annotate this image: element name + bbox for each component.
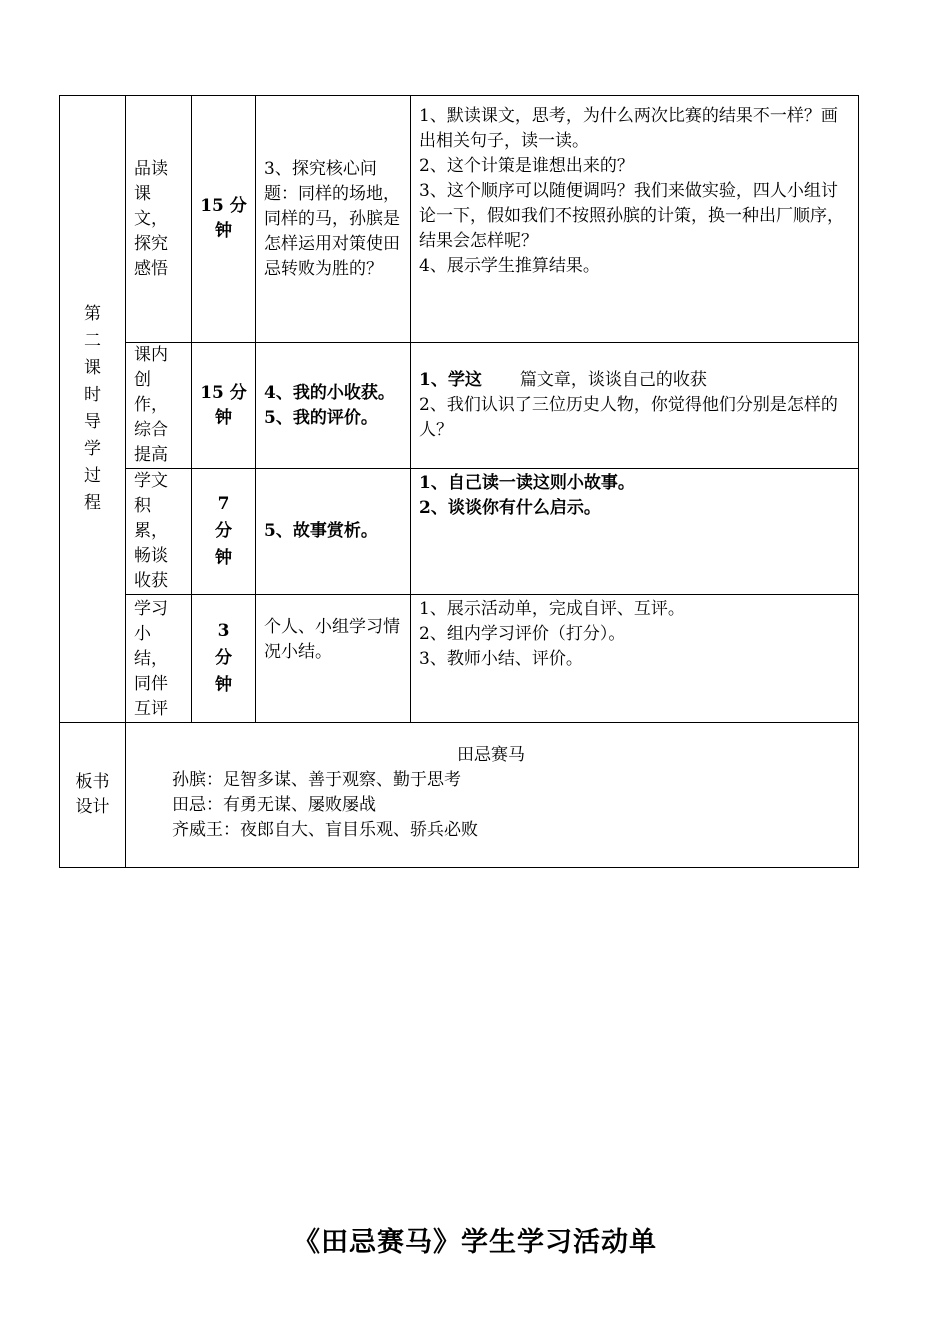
stage-label: 品读课文，探究感悟: [134, 158, 168, 279]
activity-item: 1、展示活动单，完成自评、互评。: [419, 599, 685, 619]
stage-label: 学习小结，同伴互评: [134, 599, 168, 719]
board-content-cell: [126, 723, 859, 868]
time-cell: [192, 469, 256, 595]
activity-item: 3、教师小结、评价。: [419, 649, 583, 669]
time-cell: [192, 595, 256, 723]
activity-item: 2、这个计策是谁想出来的？: [419, 156, 634, 176]
time-cell: [192, 343, 256, 469]
lesson-plan-table: [59, 95, 859, 868]
task-cell: [256, 595, 411, 723]
task-text: 5、故事赏析。: [264, 521, 378, 541]
activity-item: 2、谈谈你有什么启示。: [419, 498, 601, 518]
table-row: [60, 595, 859, 723]
table-row: [60, 469, 859, 595]
activity-item: 4、展示学生推算结果。: [419, 256, 600, 276]
board-label-cell: [60, 723, 126, 868]
task-cell: [256, 343, 411, 469]
time-cell: [192, 96, 256, 343]
section-label-cell: [60, 96, 126, 723]
board-title: 田忌赛马: [457, 745, 525, 765]
activity-cell: [411, 343, 859, 469]
task-cell: [256, 96, 411, 343]
board-line: 齐威王：夜郎自大、盲目乐观、骄兵必败: [172, 820, 478, 840]
stage-label: 学文积累，畅谈收获: [134, 471, 168, 591]
time-label: 15 分钟: [200, 382, 247, 428]
task-text: 3、探究核心问题：同样的场地，同样的马，孙膑是怎样运用对策使田忌转败为胜的？: [264, 158, 400, 279]
time-label: 15 分钟: [200, 196, 247, 241]
time-label: 3 分钟: [215, 621, 232, 695]
activity-item: [419, 368, 850, 393]
task-cell: [256, 469, 411, 595]
task-text: 5、我的评价。: [264, 407, 378, 428]
activity-item-part: 1、学这: [419, 370, 482, 390]
stage-cell: [126, 595, 192, 723]
task-text: 个人、小组学习情况小结。: [264, 617, 400, 662]
activity-item-part: 篇文章，谈谈自己的收获: [519, 370, 707, 390]
activity-item: 2、我们认识了三位历史人物，你觉得他们分别是怎样的人？: [419, 395, 838, 440]
board-line: 田忌：有勇无谋、屡败屡战: [172, 795, 376, 815]
time-label: 7 分钟: [215, 494, 232, 568]
section-label: 第二课时导学过程: [84, 304, 101, 513]
activity-item: 3、这个顺序可以随便调吗？我们来做实验，四人小组讨论一下，假如我们不按照孙膑的计策，换一种出厂顺序，结果会怎样呢？: [419, 181, 844, 251]
activity-item: 1、默读课文，思考，为什么两次比赛的结果不一样？画出相关句子，读一读。: [419, 106, 838, 151]
activity-cell: [411, 469, 859, 595]
activity-cell: [411, 595, 859, 723]
document-title: 《田忌赛马》学生学习活动单: [293, 1227, 657, 1258]
task-text: 4、我的小收获。: [264, 382, 395, 403]
activity-cell: [411, 96, 859, 343]
table-row: [60, 343, 859, 469]
activity-item: 2、组内学习评价（打分）。: [419, 624, 626, 644]
table-row: [60, 96, 859, 343]
board-line: 孙膑：足智多谋、善于观察、勤于思考: [172, 770, 461, 790]
board-label: 板书设计: [75, 772, 110, 817]
stage-cell: [126, 96, 192, 343]
stage-label: 课内创作，综合提高: [134, 345, 168, 465]
activity-item: 1、自己读一读这则小故事。: [419, 473, 635, 493]
table-row: [60, 723, 859, 868]
stage-cell: [126, 469, 192, 595]
stage-cell: [126, 343, 192, 469]
